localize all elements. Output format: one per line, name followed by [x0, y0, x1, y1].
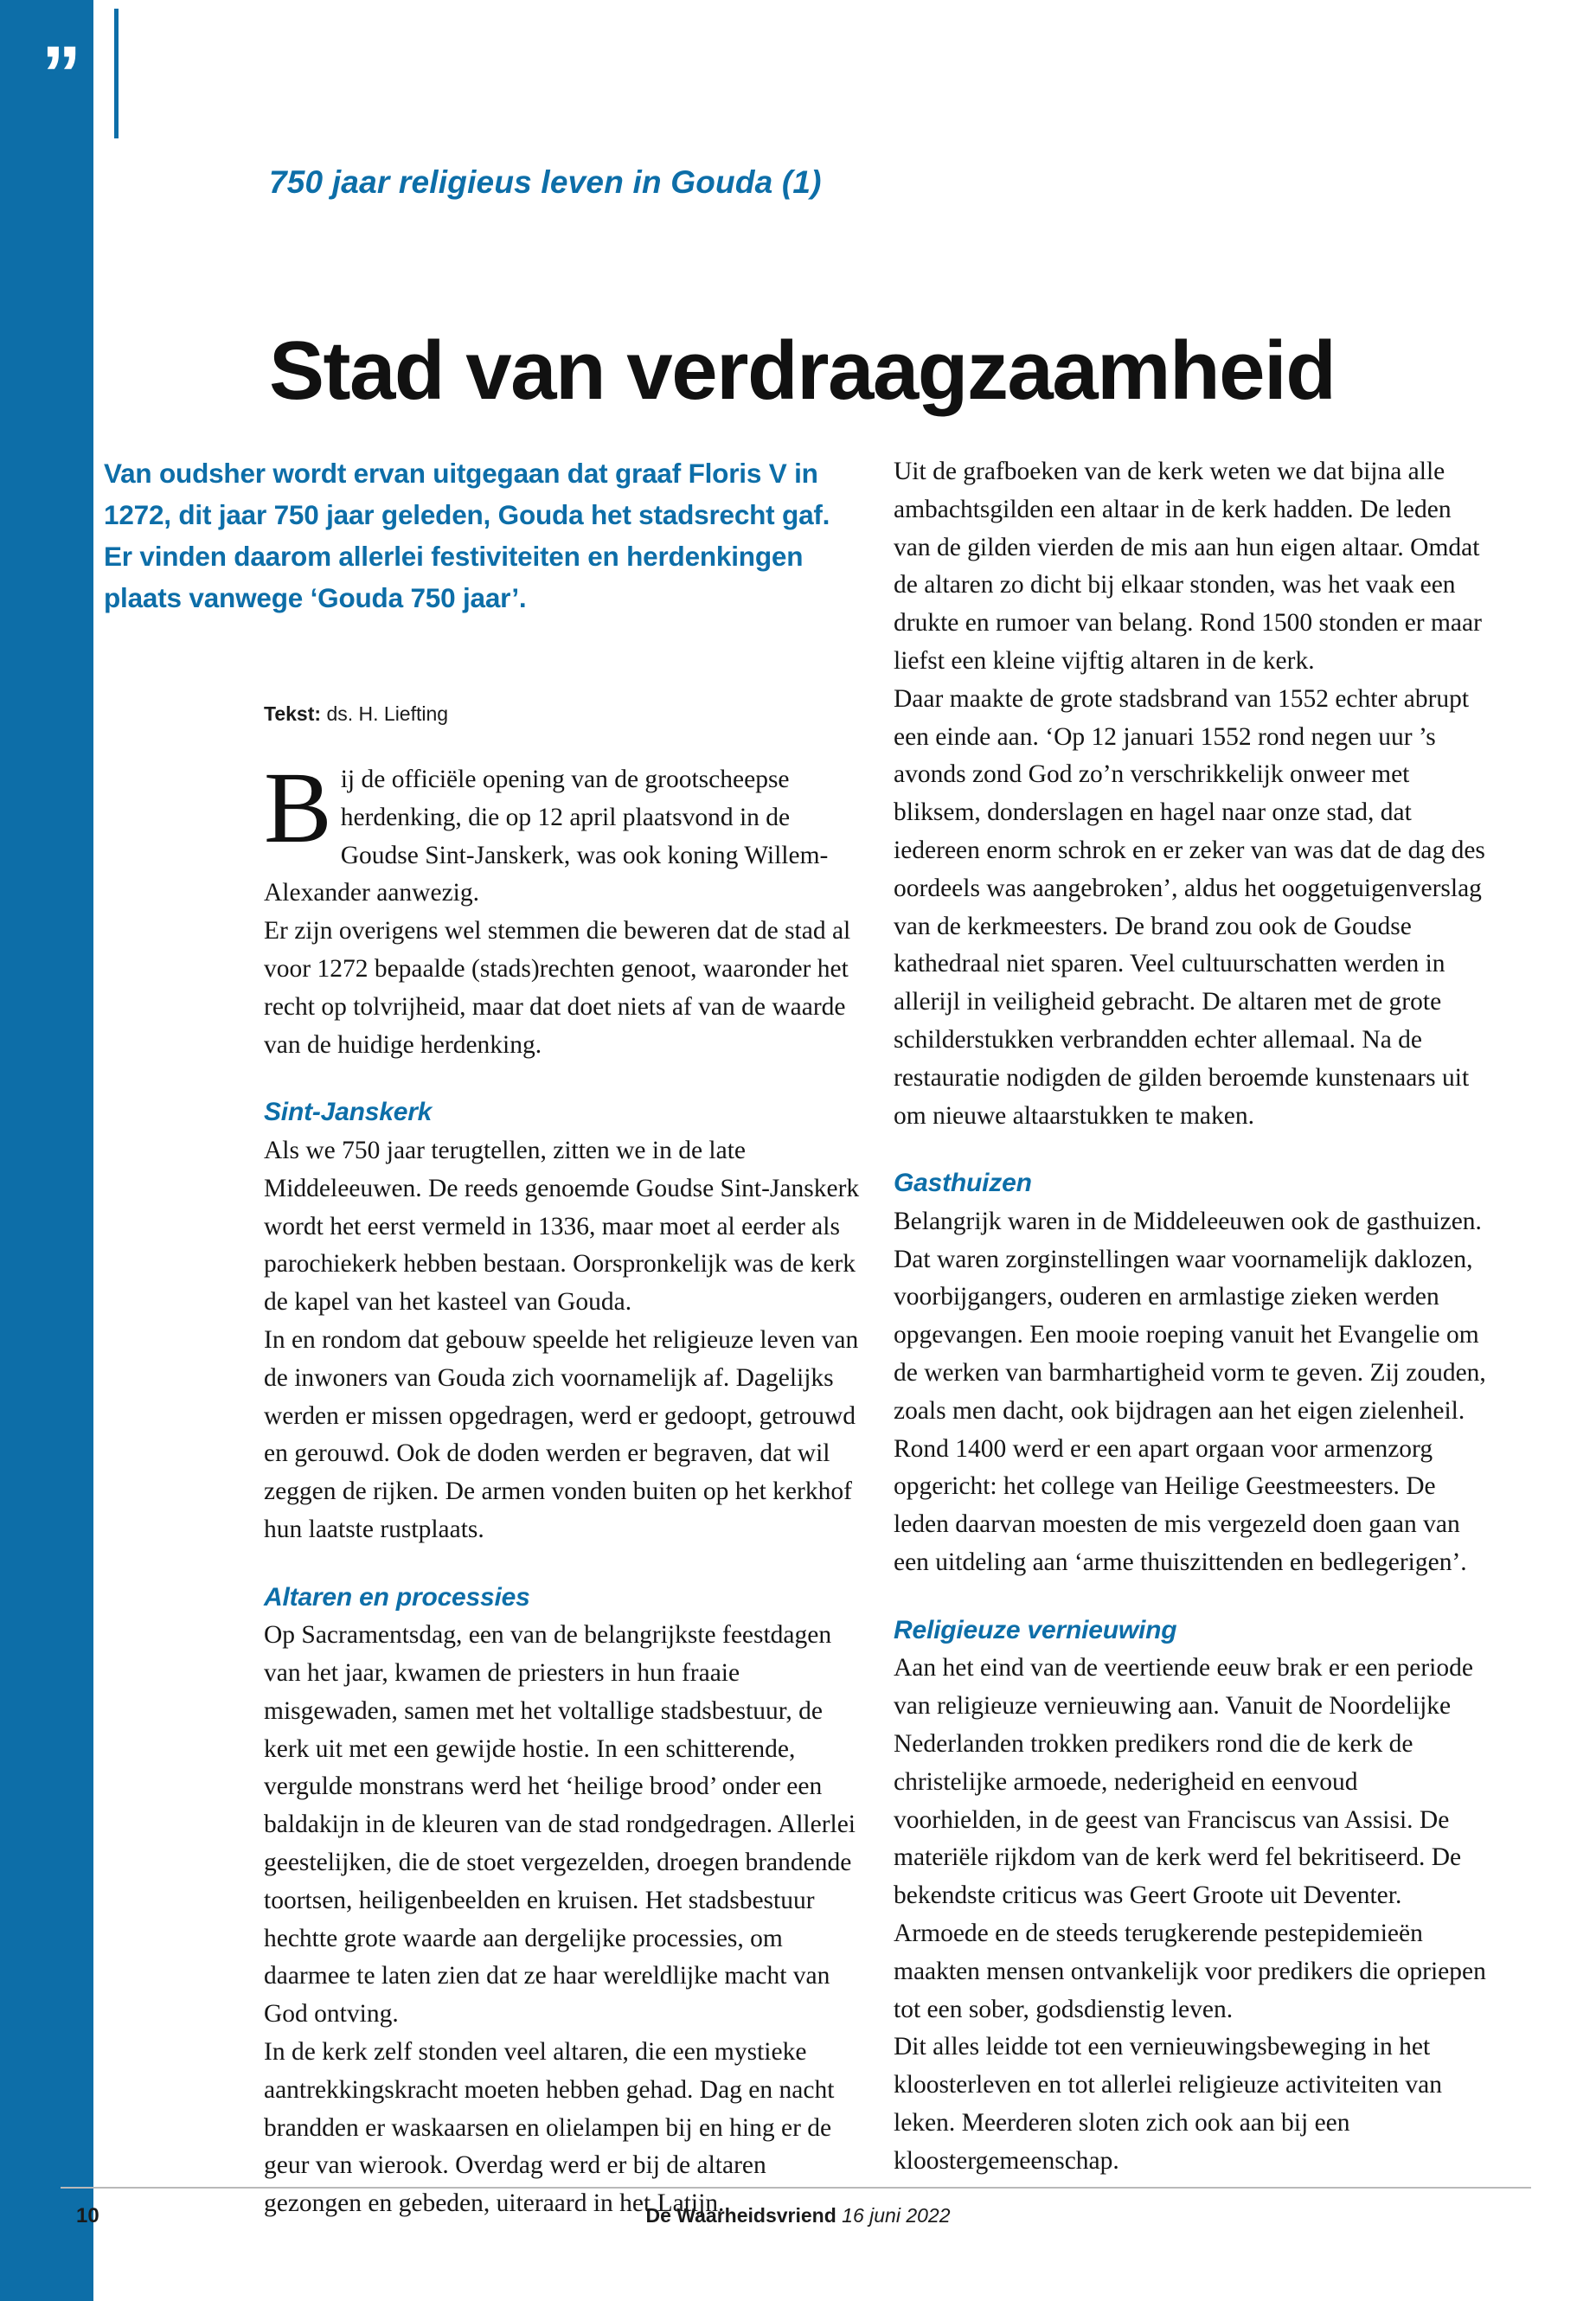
body-paragraph: Aan het eind van de veertiende eeuw brak er een periode van religieuze vernieuwing aan. Vanuit de Noordelijke Nederlanden trokken predikers rond die de kerk de christelijke armoede, nederigheid en eenvoud voorhielden, in de geest van Franciscus van Assisi. De materiële rijkdom van de kerk werd fel bekritiseerd. De bekendste criticus was Geert Groote uit Deventer. Armoede en de steeds terugkerende pestepidemieën maakten mensen ontvankelijk voor predikers die opriepen tot een sober, godsdienstig leven. — [894, 1654, 1486, 2023]
body-column-left — [264, 751, 861, 2223]
page-title: Stad van verdraagzaamheid — [269, 324, 1336, 418]
section-subheading: Altaren en processies — [264, 1582, 530, 1612]
drop-cap: B — [264, 751, 332, 864]
section-subheading: Gasthuizen — [894, 1169, 1032, 1198]
article-kicker: 750 jaar religieus leven in Gouda (1) — [269, 164, 822, 200]
footer-issue-date: 16 juni 2022 — [842, 2204, 951, 2227]
body-paragraph: Rond 1400 werd er een apart orgaan voor armenzorg opgericht: het college van Heilige Geestmeesters. De leden daarvan moesten de mis vergezeld doen gaan van een uitdeling aan ‘arme thuiszittenden en bedlegerigen’. — [894, 1434, 1467, 1577]
body-paragraph: Daar maakte de grote stadsbrand van 1552 echter abrupt een einde aan. ‘Op 12 januari 1552 rond negen uur ’s avonds zond God zo’n verschrikkelijk onweer met bliksem, donderslagen en hagel naar onze stad, dat iedereen enorm schrok en er zeker van was dat de dag des oordeels was aangebroken’, aldus het ooggetuigenverslag van de kerkmeesters. De brand zou ook de Goudse kathedraal niet sparen. Veel cultuurschatten werden in allerijl in veiligheid gebracht. De altaren met de grote schilderstukken verbrandden echter allemaal. Na de restauratie nodigden de gilden beroemde kunstenaars uit om nieuwe altaarstukken te maken. — [894, 684, 1485, 1130]
footer-publication — [0, 2204, 1596, 2227]
vertical-rule — [114, 9, 119, 138]
byline-author: ds. H. Liefting — [326, 702, 449, 725]
byline-label: Tekst: — [264, 702, 322, 725]
body-paragraph: Op Sacramentsdag, een van de belangrijkste feestdagen van het jaar, kwamen de priesters in hun fraaie misgewaden, samen met het voltallige stadsbestuur, de kerk uit met een gewijde hostie. In een schitterende, vergulde monstrans werd het ‘heilige brood’ onder een baldakijn in de kleuren van de stad rondgedragen. Allerlei geestelijken, die de stoet vergezelden, droegen brandende toortsen, heiligenbeelden en kruisen. Het stadsbestuur hechtte grote waarde aan dergelijke processies, om daarmee te laten zien dat ze haar wereldlijke macht van God ontving. — [264, 1621, 856, 2029]
section-subheading: Sint-Janskerk — [264, 1098, 433, 1127]
page-number: 10 — [76, 2204, 99, 2227]
body-paragraph: Bij de officiële opening van de grootscheepse herdenking, die op 12 april plaatsvond in de Goudse Sint-Janskerk, was ook koning Willem-Alexander aanwezig. — [264, 751, 829, 907]
left-accent-bar — [0, 0, 93, 2301]
body-paragraph: Belangrijk waren in de Middeleeuwen ook de gasthuizen. Dat waren zorginstellingen waar voornamelijk daklozen, voorbijgangers, ouderen en armlastige zieken werden opgevangen. Een mooie roeping vanuit het Evangelie om de werken van barmhartigheid vorm te geven. Zij zouden, zoals men dacht, ook bijdragen aan het eigen zielenheil. — [894, 1207, 1486, 1425]
body-column-right — [894, 453, 1490, 2181]
article-lead: Van oudsher wordt ervan uitgegaan dat graaf Floris V in 1272, dit jaar 750 jaar geleden, Gouda het stadsrecht gaf. Er vinden daarom allerlei festiviteiten en herdenkingen plaats vanwege ‘Gouda 750 jaar’. — [104, 458, 830, 613]
footer-divider — [61, 2187, 1531, 2189]
body-paragraph: In en rondom dat gebouw speelde het religieuze leven van de inwoners van Gouda zich voornamelijk af. Dagelijks werden er missen opgedragen, werd er gedoopt, getrouwd en gerouwd. Ook de doden werden er begraven, dat wil zeggen de rijken. De armen vonden buiten op het kerkhof hun laatste rustplaats. — [264, 1325, 859, 1543]
body-paragraph: Er zijn overigens wel stemmen die beweren dat de stad al voor 1272 bepaalde (stads)rechten genoot, waaronder het recht op tolvrijheid, maar dat doet niets af van de waarde van de huidige herdenking. — [264, 917, 851, 1059]
body-paragraph: In de kerk zelf stonden veel altaren, die een mystieke aantrekkingskracht moeten hebben gehad. Dag en nacht brandden er waskaarsen en olielampen bij en hing er de geur van wierook. Overdag werd er bij de altaren gezongen en gebeden, uiteraard in het Latijn. — [264, 2038, 835, 2218]
body-paragraph: Uit de grafboeken van de kerk weten we dat bijna alle ambachtsgilden een altaar in de kerk hadden. De leden van de gilden vierden de mis aan hun eigen altaar. Omdat de altaren zo dicht bij elkaar stonden, was het vaak een drukte en rumoer van belang. Rond 1500 stonden er maar liefst een kleine vijftig altaren in de kerk. — [894, 458, 1482, 675]
section-subheading: Religieuze vernieuwing — [894, 1615, 1177, 1644]
quote-mark-icon: ” — [42, 30, 81, 119]
body-paragraph: Dit alles leidde tot een vernieuwingsbeweging in het kloosterleven en tot allerlei religieuze activiteiten van leken. Meerderen sloten zich ook aan bij een kloostergemeenschap. — [894, 2033, 1442, 2175]
byline — [264, 702, 448, 726]
footer-publication-name: De Waarheidsvriend — [645, 2204, 836, 2227]
body-paragraph: Als we 750 jaar terugtellen, zitten we in de late Middeleeuwen. De reeds genoemde Goudse Sint-Janskerk wordt het eerst vermeld in 1336, maar moet al eerder als parochiekerk hebben bestaan. Oorspronkelijk was de kerk de kapel van het kasteel van Gouda. — [264, 1136, 860, 1317]
